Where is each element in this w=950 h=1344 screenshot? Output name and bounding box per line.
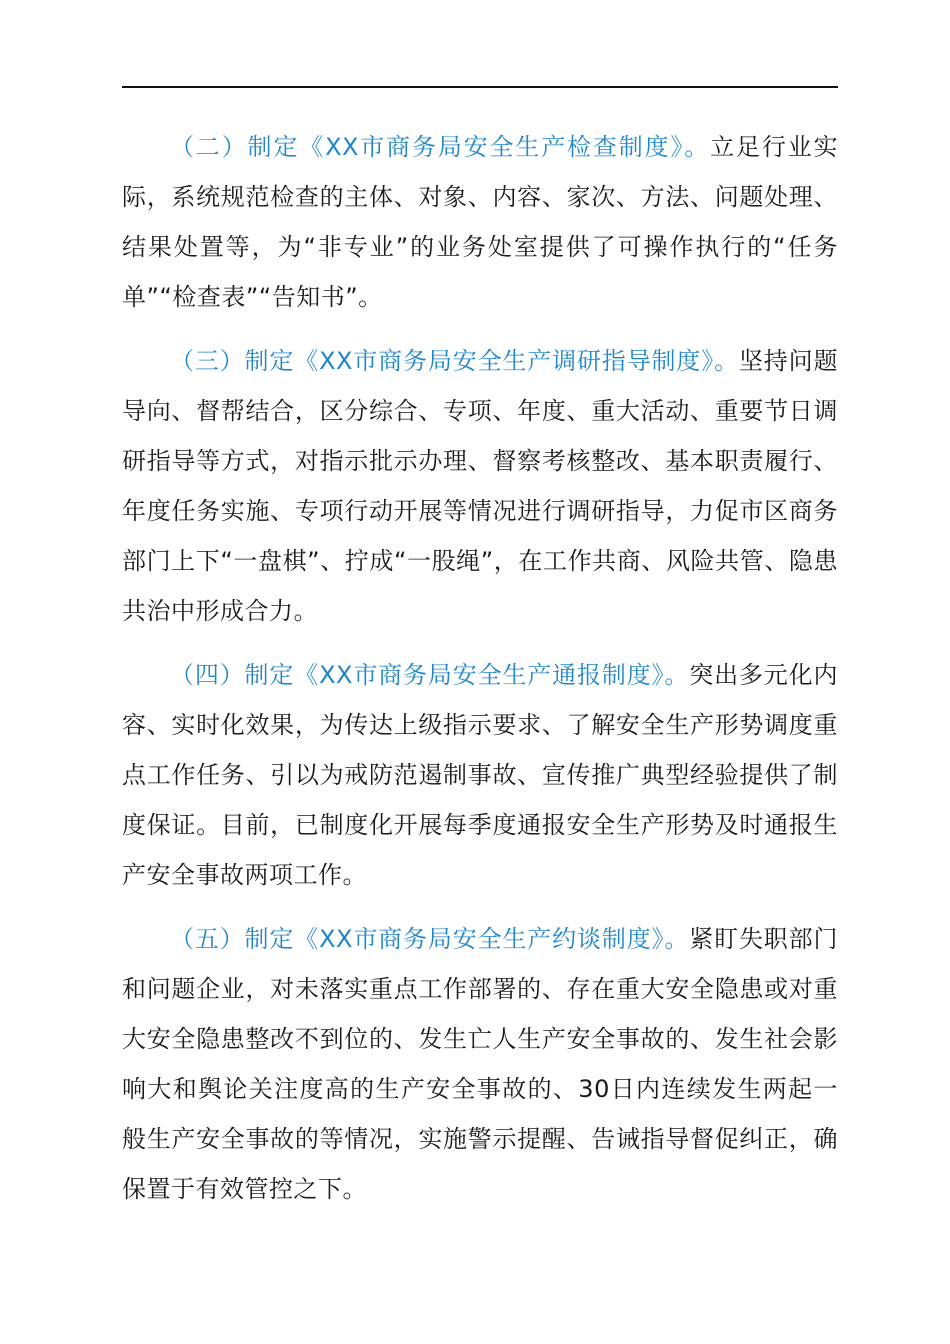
section-heading-5: （五）制定《XX市商务局安全生产约谈制度》。 xyxy=(170,925,690,953)
section-paragraph-4 xyxy=(122,650,838,900)
section-paragraph-3 xyxy=(122,336,838,636)
section-paragraph-5 xyxy=(122,914,838,1214)
section-body-5: 紧盯失职部门和问题企业，对未落实重点工作部署的、存在重大安全隐患或对重大安全隐患整改不到位的、发生亡人生产安全事故的、发生社会影响大和舆论关注度高的生产安全事故的、30日内连续发生两起一般生产安全事故的等情况，实施警示提醒、告诫指导督促纠正，确保置于有效管控之下。 xyxy=(122,925,839,1203)
section-body-3: 坚持问题导向、督帮结合，区分综合、专项、年度、重大活动、重要节日调研指导等方式，对指示批示办理、督察考核整改、基本职责履行、年度任务实施、专项行动开展等情况进行调研指导，力促市区商务部门上下“一盘棋”、拧成“一股绳”，在工作共商、风险共管、隐患共治中形成合力。 xyxy=(122,347,839,625)
section-paragraph-2 xyxy=(122,122,838,322)
document-body xyxy=(122,122,838,1228)
section-heading-3: （三）制定《XX市商务局安全生产调研指导制度》。 xyxy=(170,347,739,375)
section-heading-2: （二）制定《XX市商务局安全生产检查制度》。 xyxy=(170,133,711,161)
section-body-2: 立足行业实际，系统规范检查的主体、对象、内容、家次、方法、问题处理、结果处置等，为“非专业”的业务处室提供了可操作执行的“任务单”“检查表”“告知书”。 xyxy=(122,133,839,311)
section-body-4: 突出多元化内容、实时化效果，为传达上级指示要求、了解安全生产形势调度重点工作任务、引以为戒防范遏制事故、宣传推广典型经验提供了制度保证。目前，已制度化开展每季度通报安全生产形势及时通报生产安全事故两项工作。 xyxy=(122,661,839,889)
header-rule xyxy=(122,86,838,88)
section-heading-4: （四）制定《XX市商务局安全生产通报制度》。 xyxy=(170,661,690,689)
